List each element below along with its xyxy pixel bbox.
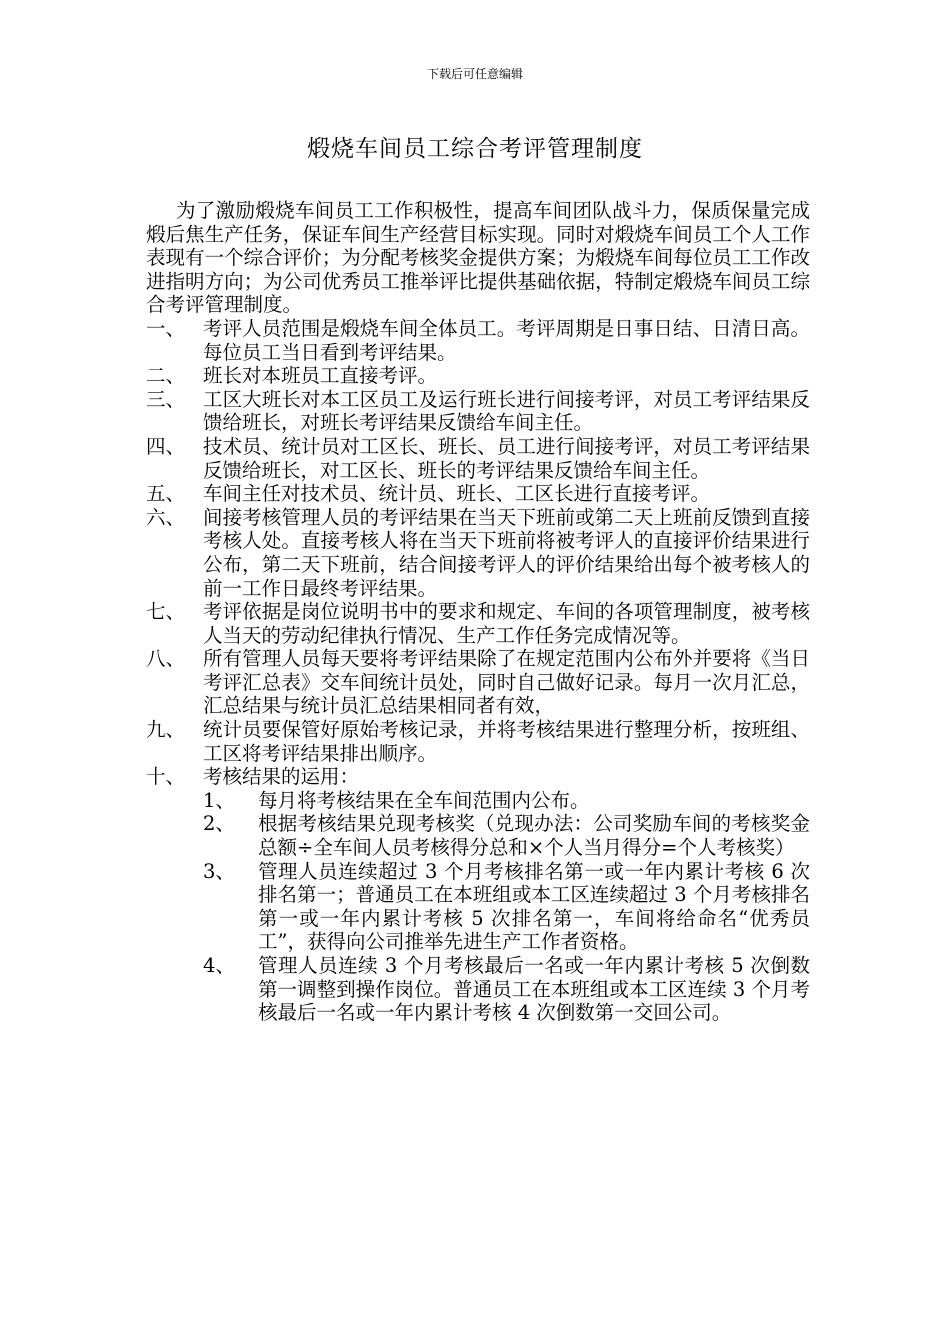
- list-item: [146, 506, 810, 600]
- item-text: 所有管理人员每天要将考评结果除了在规定范围内公布外并要将《当日考评汇总表》交车间统计员处，同时自己做好记录。每月一次月汇总，汇总结果与统计员汇总结果相同者有效，: [203, 647, 810, 718]
- list-item: [146, 765, 810, 789]
- item-text: 班长对本班员工直接考评。: [203, 364, 438, 388]
- sub-list-item: [203, 860, 810, 954]
- item-number: 三、: [146, 387, 186, 411]
- header-note: 下载后可任意编辑: [426, 67, 523, 81]
- item-text: 统计员要保管好原始考核记录，并将考核结果进行整理分析，按班组、工区将考评结果排出顺序。: [203, 718, 810, 765]
- list-item: [146, 435, 810, 482]
- list-item: [146, 600, 810, 647]
- sub-item-number: 3、: [203, 859, 235, 883]
- item-text: 考核结果的运用：: [203, 765, 360, 789]
- item-number: 九、: [146, 718, 186, 742]
- item-text: 考评依据是岗位说明书中的要求和规定、车间的各项管理制度，被考核人当天的劳动纪律执行情况、生产工作任务完成情况等。: [203, 600, 810, 647]
- document-body: [146, 199, 810, 1025]
- sub-item-text: 每月将考核结果在全车间范围内公布。: [258, 788, 590, 812]
- list-item: [146, 364, 810, 388]
- list-item: [146, 317, 810, 364]
- list-item: [146, 718, 810, 765]
- list-item: [146, 482, 810, 506]
- item-text: 间接考核管理人员的考评结果在当天下班前或第二天上班前反馈到直接考核人处。直接考核人将在当天下班前将被考评人的直接评价结果进行公布，第二天下班前，结合间接考评人的评价结果给出每个被考核人的前一工作日最终考评结果。: [203, 505, 810, 600]
- sub-list-item: [203, 789, 810, 813]
- sub-list-item: [203, 812, 810, 859]
- sub-item-number: 1、: [203, 788, 235, 812]
- sub-item-number: 2、: [203, 812, 235, 836]
- item-number: 八、: [146, 647, 186, 671]
- item-text: 车间主任对技术员、统计员、班长、工区长进行直接考评。: [203, 482, 711, 506]
- sub-item-text: 管理人员连续超过 3 个月考核排名第一或一年内累计考核 6 次排名第一；普通员工在本班组或本工区连续超过 3 个月考核排名第一或一年内累计考核 5 次排名第一，车间将给命名“优秀员工”，获得向公司推举先进生产工作者资格。: [258, 859, 810, 954]
- sub-item-text: 根据考核结果兑现考核奖（兑现办法：公司奖励车间的考核奖金总额÷全车间人员考核得分总和×个人当月得分=个人考核奖）: [258, 812, 810, 860]
- intro-paragraph: 为了激励煅烧车间员工工作积极性，提高车间团队战斗力，保质保量完成煅后焦生产任务，保证车间生产经营目标实现。同时对煅烧车间员工个人工作表现有一个综合评价；为分配考核奖金提供方案；为煅烧车间每位员工工作改进指明方向；为公司优秀员工推举评比提供基础依据，特制定煅烧车间员工综合考评管理制度。: [146, 199, 810, 317]
- sub-item-text: 管理人员连续 3 个月考核最后一名或一年内累计考核 5 次倒数第一调整到操作岗位。普通员工在本班组或本工区连续 3 个月考核最后一名或一年内累计考核 4 次倒数第一交回公司。: [258, 954, 810, 1025]
- item-number: 十、: [146, 765, 186, 789]
- item-number: 五、: [146, 482, 186, 506]
- item-number: 一、: [146, 316, 186, 340]
- document-title: 煅烧车间员工综合考评管理制度: [307, 136, 643, 162]
- list-item: [146, 647, 810, 718]
- item-number: 六、: [146, 505, 186, 529]
- sub-list-item: [203, 954, 810, 1025]
- sub-item-number: 4、: [203, 954, 235, 977]
- item-text: 技术员、统计员对工区长、班长、员工进行间接考评，对员工考评结果反馈给班长，对工区长、班长的考评结果反馈给车间主任。: [203, 434, 810, 482]
- sub-list: [203, 789, 810, 1025]
- item-number: 七、: [146, 600, 186, 624]
- list-item: [146, 388, 810, 435]
- item-number: 二、: [146, 364, 186, 388]
- item-number: 四、: [146, 434, 186, 458]
- item-text: 考评人员范围是煅烧车间全体员工。考评周期是日事日结、日清日高。每位员工当日看到考评结果。: [203, 316, 810, 364]
- item-text: 工区大班长对本工区员工及运行班长进行间接考评，对员工考评结果反馈给班长，对班长考评结果反馈给车间主任。: [203, 387, 810, 435]
